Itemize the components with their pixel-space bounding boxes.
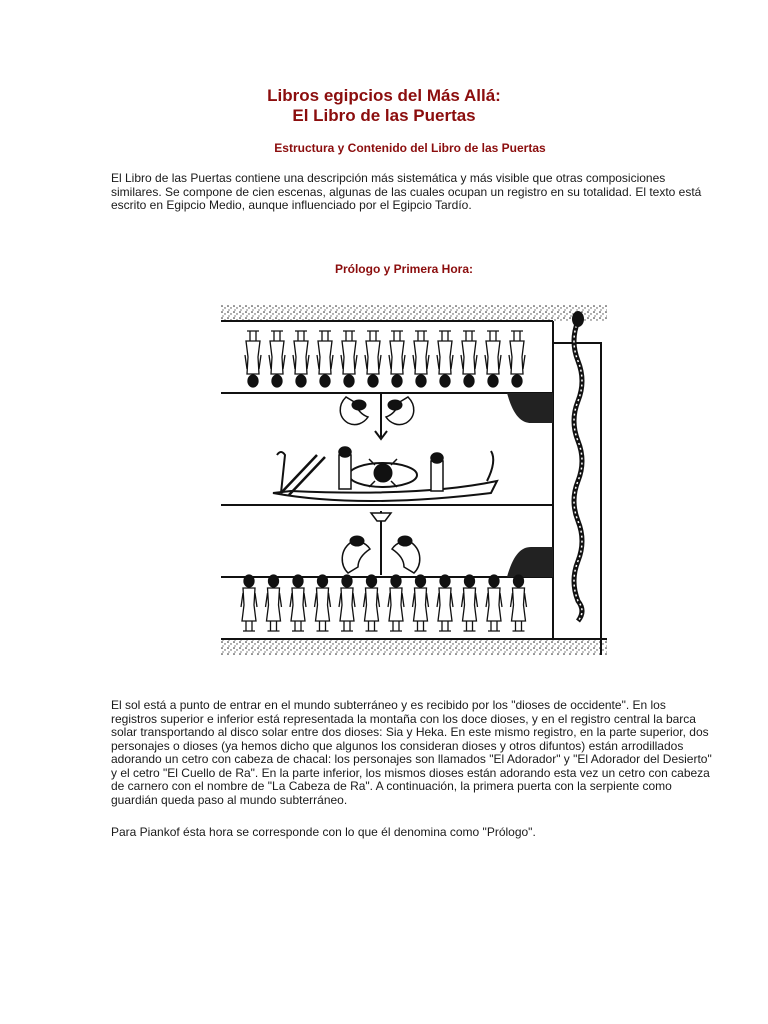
god-figure <box>315 575 331 631</box>
god-figure <box>364 575 380 631</box>
god-figure <box>269 331 285 387</box>
intro-paragraph: El Libro de las Puertas contiene una descripción más sistemática y más visible que otras composiciones similares. Se compone de cien escenas, algunas de las cuales ocupan un registro en su totalidad. El texto está escrito en Egipcio Medio, aunque influenciado por el Egipcio Tardío. <box>111 171 702 212</box>
description-paragraph: El sol está a punto de entrar en el mundo subterráneo y es recibido por los "dioses de occidente". En los registros superior e inferior está representada la montaña con los doce dioses, y en el registro central la barca solar transportando al disco solar entre dos dioses: Sia y Heka. En este mismo registro, en la parte superior, dos personajes o dioses (ya hemos dicho que algunos los consideran dioses y otros difuntos) están arrodillados adorando un cetro con cabeza de chacal: los personajes son llamados "El Adorador" y "El Adorador del Desierto" y el cetro "El Cuello de Ra". En la parte inferior, los mismos dioses están adorando esta vez un cetro con cabeza de carnero con el nombre de "La Cabeza de Ra". A continuación, la primera puerta con la serpiente como guardián queda paso al mundo subterráneo. <box>111 698 712 807</box>
lower-adorers <box>342 511 420 575</box>
god-figure <box>245 331 261 387</box>
god-figure <box>365 331 381 387</box>
title-line-1: Libros egipcios del Más Allá: <box>267 86 501 105</box>
lower-register-gods <box>241 575 527 631</box>
solar-barque <box>273 451 497 501</box>
upper-adorers <box>340 393 414 439</box>
god-figure <box>413 331 429 387</box>
god-figure <box>339 575 355 631</box>
first-hour-illustration <box>221 305 607 655</box>
god-figure <box>293 331 309 387</box>
top-ground-band <box>221 305 607 321</box>
bottom-ground-band <box>221 639 607 655</box>
god-figure <box>388 575 404 631</box>
god-figure <box>437 331 453 387</box>
closing-paragraph: Para Piankof ésta hora se corresponde con lo que él denomina como "Prólogo". <box>111 825 536 839</box>
god-figure <box>389 331 405 387</box>
god-figure <box>486 575 502 631</box>
god-figure <box>317 331 333 387</box>
god-figure <box>462 575 478 631</box>
god-figure <box>341 331 357 387</box>
god-figure <box>413 575 429 631</box>
god-figure <box>290 575 306 631</box>
section-heading: Prólogo y Primera Hora: <box>334 262 474 276</box>
god-figure <box>266 575 282 631</box>
god-figure <box>511 575 527 631</box>
god-figure <box>437 575 453 631</box>
guardian-serpent <box>574 321 582 621</box>
god-figure <box>509 331 525 387</box>
god-figure <box>241 575 257 631</box>
upper-register-gods <box>245 331 525 387</box>
god-figure <box>485 331 501 387</box>
title-line-2: El Libro de las Puertas <box>292 106 476 125</box>
upper-mountain <box>507 393 553 423</box>
god-figure <box>461 331 477 387</box>
subtitle: Estructura y Contenido del Libro de las Puertas <box>274 141 546 155</box>
lower-mountain <box>507 547 553 577</box>
